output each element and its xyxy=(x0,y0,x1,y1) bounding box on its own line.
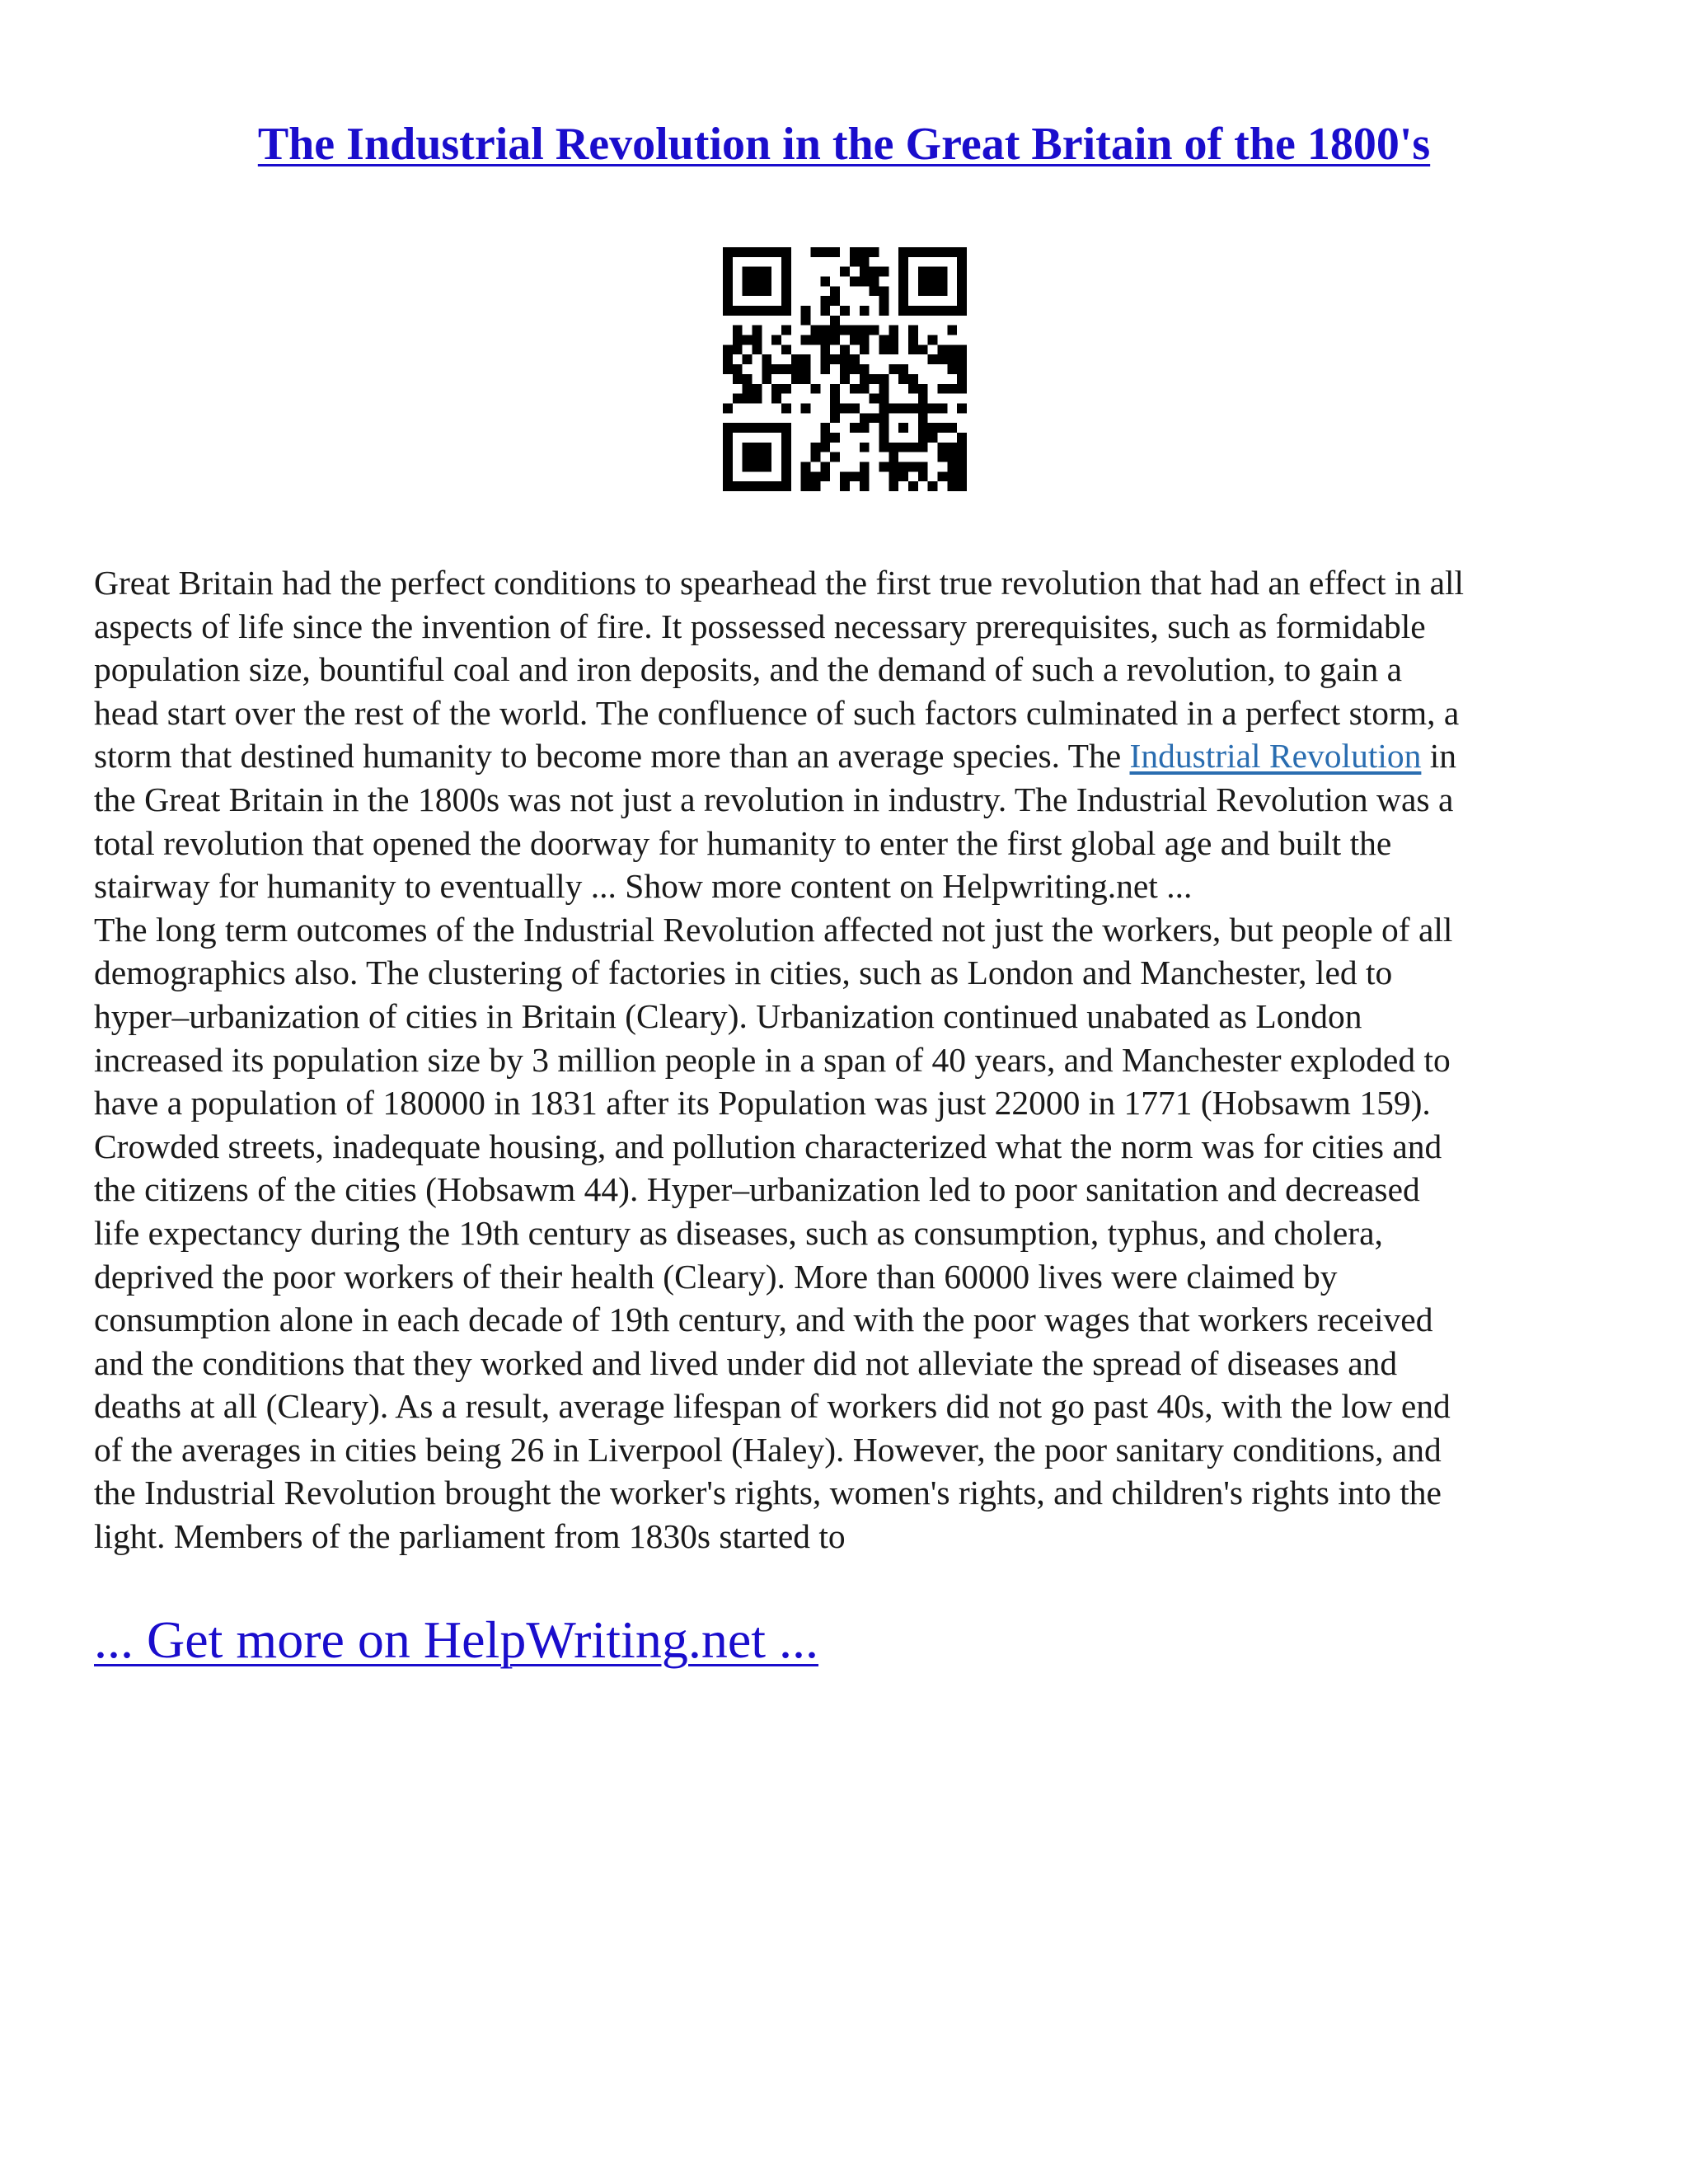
text-line: deprived the poor workers of their health (Cleary). More than 60000 lives were claimed by xyxy=(94,1257,1338,1296)
text-line: and the conditions that they worked and lived under did not alleviate the spread of diseases and xyxy=(94,1343,1398,1382)
text-line: total revolution that opened the doorway for humanity to enter the first global age and built the xyxy=(94,823,1392,862)
text-line-with-link xyxy=(94,734,1602,778)
text-line: head start over the rest of the world. The confluence of such factors culminated in a perfect storm, a xyxy=(94,693,1460,732)
text-line: The long term outcomes of the Industrial Revolution affected not just the workers, but people of all xyxy=(94,910,1453,949)
text-line: increased its population size by 3 million people in a span of 40 years, and Manchester exploded to xyxy=(94,1040,1451,1079)
article-body xyxy=(94,561,1602,1558)
title-link[interactable]: The Industrial Revolution in the Great Britain of the 1800's xyxy=(257,119,1431,170)
text-line: the citizens of the cities (Hobsawm 44). Hyper–urbanization led to poor sanitation and decreased xyxy=(94,1170,1420,1209)
paragraph-2 xyxy=(94,908,1602,1558)
text-line: have a population of 180000 in 1831 after its Population was just 22000 in 1771 (Hobsawm 159). xyxy=(94,1084,1431,1122)
text-line: hyper–urbanization of cities in Britain (Cleary). Urbanization continued unabated as London xyxy=(94,996,1362,1035)
text-line: the Industrial Revolution brought the worker's rights, women's rights, and children's rights into the xyxy=(94,1474,1442,1512)
text-line: Great Britain had the perfect conditions to spearhead the first true revolution that had an effect in all xyxy=(94,564,1465,602)
text-line: consumption alone in each decade of 19th century, and with the poor wages that workers received xyxy=(94,1301,1433,1339)
text-line: population size, bountiful coal and iron deposits, and the demand of such a revolution, to gain a xyxy=(94,650,1403,689)
text-line: stairway for humanity to eventually ... Show more content on Helpwriting.net ... xyxy=(94,867,1193,906)
text-line: Crowded streets, inadequate housing, and pollution characterized what the norm was for cities and xyxy=(94,1127,1442,1165)
text-segment: storm that destined humanity to become more than an average species. The xyxy=(94,737,1130,776)
text-line: light. Members of the parliament from 1830s started to xyxy=(94,1517,846,1556)
text-line: aspects of life since the invention of fire. It possessed necessary prerequisites, such as formidable xyxy=(94,607,1426,645)
text-line: life expectancy during the 19th century as diseases, such as consumption, typhus, and cholera, xyxy=(94,1213,1383,1252)
text-line: demographics also. The clustering of factories in cities, such as London and Manchester, led to xyxy=(94,954,1393,992)
text-line: deaths at all (Cleary). As a result, average lifespan of workers did not go past 40s, with the low end xyxy=(94,1387,1451,1426)
page-title xyxy=(0,115,1688,173)
industrial-revolution-link[interactable]: Industrial Revolution xyxy=(1129,737,1422,776)
qr-code-icon xyxy=(723,247,967,491)
get-more-link[interactable]: ... Get more on HelpWriting.net ... xyxy=(94,1610,818,1669)
paragraph-1 xyxy=(94,561,1602,908)
text-segment: in xyxy=(1421,737,1457,776)
text-line: of the averages in cities being 26 in Liverpool (Haley). However, the poor sanitary conditions, and xyxy=(94,1430,1442,1469)
text-line: the Great Britain in the 1800s was not just a revolution in industry. The Industrial Revolution was a xyxy=(94,780,1454,818)
